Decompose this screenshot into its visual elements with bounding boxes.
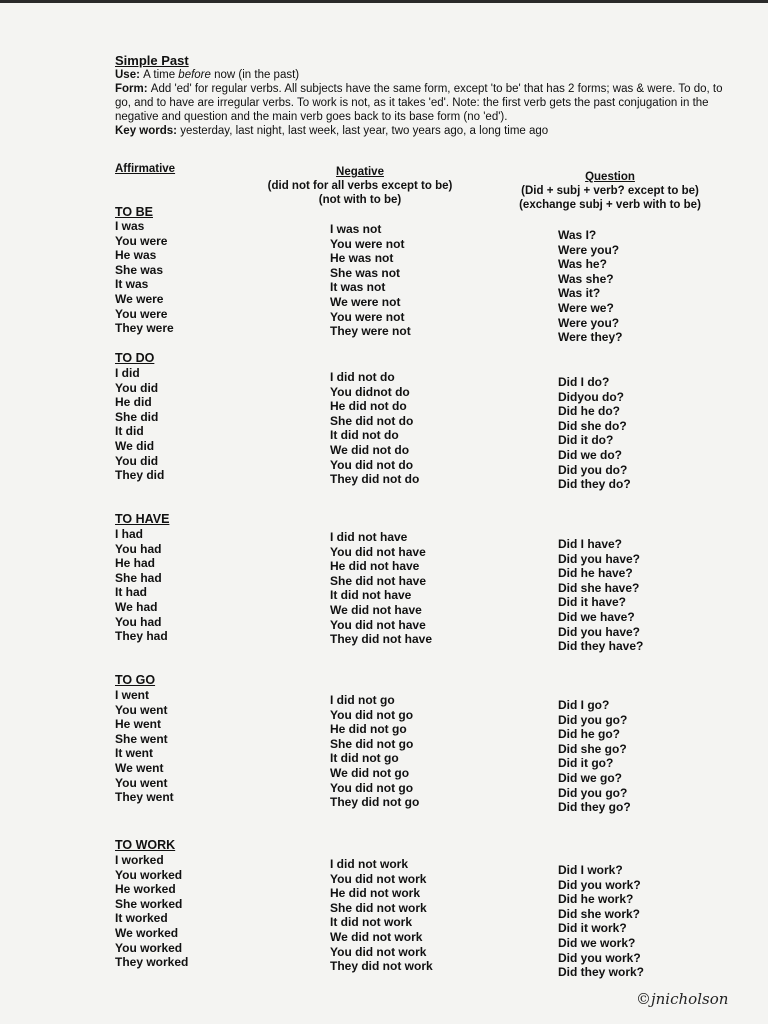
affirmative-line: You were [115, 233, 168, 248]
affirmative-line: He did [115, 395, 152, 410]
question-column [558, 863, 644, 980]
question-line: Did he work? [558, 892, 634, 907]
affirmative-column [115, 366, 164, 483]
question-line: Did I work? [558, 863, 623, 877]
negative-line: You did not work [330, 871, 427, 886]
question-line: Did they do? [558, 477, 631, 492]
negative-column [330, 530, 432, 647]
negative-line: I did not work [330, 857, 408, 871]
affirmative-line: I had [115, 527, 144, 541]
question-column [558, 375, 631, 492]
negative-line: You didnot do [330, 384, 410, 399]
negative-line: You did not have [330, 544, 426, 559]
negative-line: She was not [330, 265, 401, 280]
negative-line: It did not go [330, 751, 399, 766]
affirmative-line: She was [115, 262, 164, 277]
affirmative-line: You worked [115, 867, 183, 882]
question-line: Did she have? [558, 580, 640, 595]
affirmative-line: They did [115, 468, 165, 483]
negative-line: He did not have [330, 559, 420, 574]
negative-line: It was not [330, 280, 386, 295]
question-line: Did he have? [558, 566, 633, 581]
affirmative-line: You did [115, 380, 159, 395]
negative-line: I was not [330, 222, 382, 236]
affirmative-line: He went [115, 717, 162, 732]
negative-line: We did not do [330, 442, 410, 457]
question-line: Was he? [558, 257, 607, 272]
negative-line: It did not do [330, 428, 399, 443]
negative-line: He did not do [330, 399, 407, 414]
affirmative-line: I was [115, 219, 145, 233]
question-line: Did you work? [558, 950, 641, 965]
question-line: Was it? [558, 286, 601, 301]
question-line: Was I? [558, 228, 597, 242]
negative-line: It did not have [330, 588, 412, 603]
negative-line: You did not work [330, 944, 427, 959]
affirmative-line: He had [115, 556, 156, 571]
affirmative-line: It was [115, 277, 149, 292]
affirmative-line: They went [115, 790, 174, 805]
affirmative-column [115, 219, 174, 336]
affirmative-line: We went [115, 760, 164, 775]
negative-line: They were not [330, 324, 411, 339]
question-line: Did she do? [558, 418, 627, 433]
question-line: Did they work? [558, 965, 645, 980]
negative-line: They did not do [330, 472, 420, 487]
negative-line: We were not [330, 294, 401, 309]
affirmative-line: They had [115, 629, 168, 644]
affirmative-column [115, 527, 168, 644]
question-line: Did I go? [558, 698, 610, 712]
affirmative-line: He worked [115, 882, 176, 897]
section-title: TO BE [115, 205, 153, 219]
section-title: TO GO [115, 673, 156, 687]
affirmative-line: We had [115, 599, 158, 614]
negative-column [330, 222, 411, 339]
affirmative-line: He was [115, 248, 157, 263]
negative-line: He did not work [330, 886, 420, 901]
affirmative-line: They worked [115, 955, 189, 970]
question-line: Did we do? [558, 447, 622, 462]
affirmative-line: You were [115, 306, 168, 321]
question-line: Did you have? [558, 551, 641, 566]
negative-line: They did not work [330, 959, 433, 974]
negative-column [330, 857, 433, 974]
question-line: Did you have? [558, 624, 641, 639]
question-line: Did he go? [558, 727, 620, 742]
affirmative-line: You did [115, 453, 159, 468]
affirmative-line: She had [115, 570, 162, 585]
question-line: Did it go? [558, 756, 614, 771]
negative-line: You did not go [330, 707, 414, 722]
question-line: Were you? [558, 315, 620, 330]
question-header: Question (Did + subj + verb? except to be) (exchange subj + verb with to be) [519, 171, 701, 211]
negative-line: They did not have [330, 632, 433, 647]
negative-line: I did not go [330, 693, 395, 707]
question-line: Did we have? [558, 609, 635, 624]
question-line: Did we work? [558, 935, 636, 950]
question-line: Did it do? [558, 433, 614, 448]
affirmative-line: You had [115, 614, 162, 629]
question-line: Did they have? [558, 639, 644, 654]
signature: ©jnicholson [636, 990, 729, 1008]
affirmative-line: It did [115, 424, 144, 439]
question-line: Did he do? [558, 404, 620, 419]
negative-line: I did not do [330, 370, 395, 384]
negative-line: She did not go [330, 736, 414, 751]
affirmative-line: I went [115, 688, 150, 702]
affirmative-column [115, 853, 188, 970]
question-line: Did it work? [558, 921, 627, 936]
question-line: Did it have? [558, 595, 627, 610]
affirmative-line: It had [115, 585, 147, 600]
affirmative-line: I worked [115, 853, 164, 867]
affirmative-line: They were [115, 321, 174, 336]
negative-line: We did not have [330, 602, 422, 617]
negative-line: It did not work [330, 915, 412, 930]
question-line: Were we? [558, 300, 614, 315]
question-column [558, 228, 622, 345]
header [115, 54, 735, 138]
question-line: Were you? [558, 242, 620, 257]
negative-line: We did not go [330, 765, 410, 780]
question-line: Did you do? [558, 462, 628, 477]
key-words-line: Key words: yesterday, last night, last week, last year, two years ago, a long time ago [115, 125, 549, 137]
negative-line: They did not go [330, 795, 420, 810]
affirmative-line: You went [115, 702, 168, 717]
negative-line: You did not have [330, 617, 426, 632]
section-title: TO HAVE [115, 512, 170, 526]
affirmative-column [115, 688, 174, 805]
form-paragraph: Form: Add 'ed' for regular verbs. All subjects have the same form, except 'to be' that has 2 forms; was & were. To do, to go, and to have are irregular verbs. To work is not, as it takes 'ed'. Note: the first verb gets the past conjugation in the negative and question and the main verb goes back to its base form (no 'ed'). [115, 83, 723, 123]
question-line: Did we go? [558, 770, 622, 785]
question-line: Did I have? [558, 537, 623, 551]
negative-line: He did not go [330, 722, 407, 737]
use-line: Use: A time before now (in the past) [115, 69, 300, 81]
page-title: Simple Past [115, 53, 189, 68]
negative-line: She did not have [330, 573, 427, 588]
affirmative-line: We were [115, 291, 164, 306]
question-line: Didyou do? [558, 389, 624, 404]
negative-column [330, 370, 419, 487]
negative-line: She did not do [330, 413, 414, 428]
negative-line: I did not have [330, 530, 408, 544]
affirmative-line: She worked [115, 896, 183, 911]
question-column [558, 537, 643, 654]
question-line: Did you go? [558, 712, 628, 727]
affirmative-line: It went [115, 746, 153, 761]
affirmative-line: We did [115, 438, 155, 453]
negative-line: You were not [330, 236, 405, 251]
negative-line: We did not work [330, 929, 423, 944]
question-line: Did she work? [558, 906, 641, 921]
question-line: Did you work? [558, 877, 641, 892]
affirmative-line: She did [115, 409, 159, 424]
affirmative-header: Affirmative [115, 163, 176, 175]
negative-line: You did not go [330, 780, 414, 795]
question-line: Did you go? [558, 785, 628, 800]
negative-line: She did not work [330, 900, 427, 915]
affirmative-line: It worked [115, 911, 168, 926]
affirmative-line: You went [115, 775, 168, 790]
affirmative-line: You worked [115, 940, 183, 955]
affirmative-line: You had [115, 541, 162, 556]
question-line: Did I do? [558, 375, 610, 389]
question-line: Did they go? [558, 800, 631, 815]
negative-line: He was not [330, 251, 394, 266]
affirmative-line: She went [115, 731, 168, 746]
negative-column [330, 693, 419, 810]
affirmative-line: We worked [115, 925, 179, 940]
negative-line: You did not do [330, 457, 414, 472]
section-title: TO WORK [115, 838, 176, 852]
negative-header: Negative (did not for all verbs except to be) (not with to be) [267, 166, 453, 206]
affirmative-line: I did [115, 366, 140, 380]
question-line: Were they? [558, 330, 623, 345]
negative-line: You were not [330, 309, 405, 324]
section-title: TO DO [115, 351, 155, 365]
question-column [558, 698, 631, 815]
question-line: Did she go? [558, 741, 627, 756]
page-top-edge [0, 0, 768, 3]
question-line: Was she? [558, 271, 614, 286]
